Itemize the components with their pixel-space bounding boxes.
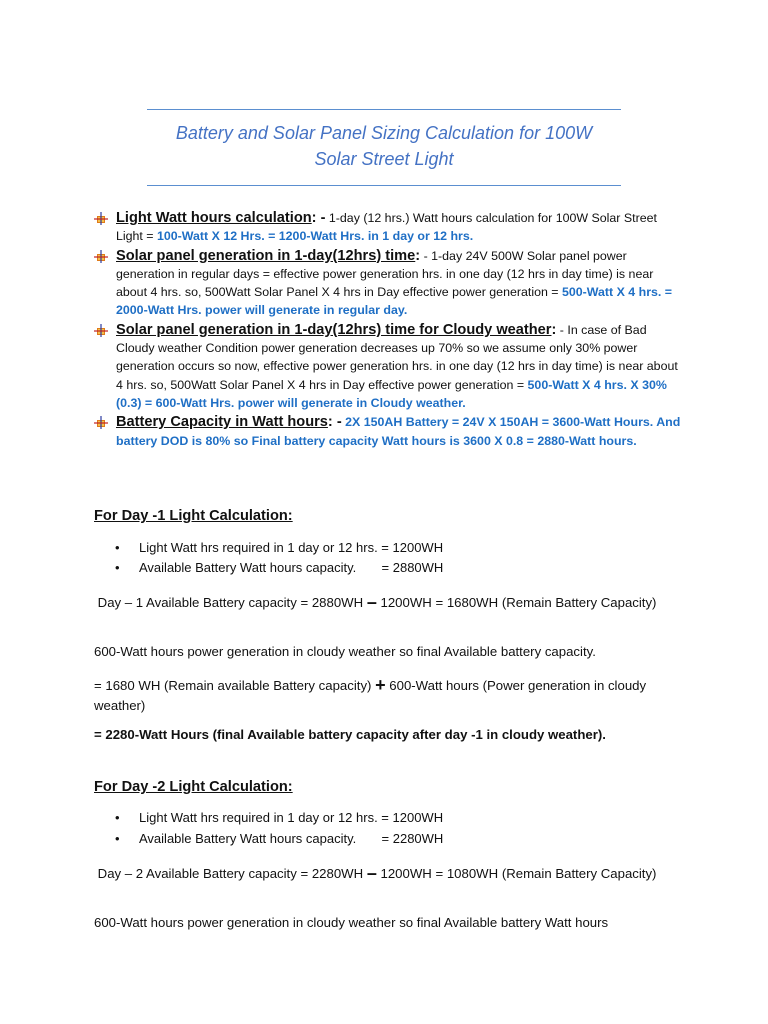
bullet-heading: Solar panel generation in 1-day(12hrs) time for Cloudy weather xyxy=(116,321,552,338)
day1-list-item xyxy=(115,560,443,575)
top-rule xyxy=(147,109,621,110)
bullet-separator: : xyxy=(551,321,557,338)
sum-text: 600-Watt hours (Power generation in cloudy weather) xyxy=(94,678,647,713)
bullet-dot: • xyxy=(115,560,120,575)
day2-list-item xyxy=(115,831,443,846)
minus-sign: – xyxy=(366,592,377,612)
bullet-separator: : - xyxy=(327,414,342,431)
bullet-text: 1-day (12 hrs.) Watt hours calculation for 100W Solar Street Light = xyxy=(116,211,657,244)
list-item-text: Available Battery Watt hours capacity. = 2880WH xyxy=(139,560,444,575)
calc-text: Day – 1 Available Battery capacity = 2880WH xyxy=(94,595,367,610)
checkbox-bullet-icon xyxy=(94,324,108,337)
bullet-dot: • xyxy=(115,810,120,825)
day2-list-item xyxy=(115,810,443,825)
bullet-battery-capacity xyxy=(94,413,684,450)
day1-generation-note: 600-Watt hours power generation in cloudy weather so final Available battery capacity. xyxy=(94,644,596,659)
day2-heading: For Day -2 Light Calculation: xyxy=(94,779,293,795)
bottom-rule xyxy=(147,185,621,186)
summary-bullet-list xyxy=(94,209,684,451)
day2-generation-note: 600-Watt hours power generation in cloudy weather so final Available battery Watt hours xyxy=(94,915,609,930)
list-item-text: Light Watt hrs required in 1 day or 12 hrs. = 1200WH xyxy=(139,540,444,555)
day1-final-result: = 2280-Watt Hours (final Available battery capacity after day -1 in cloudy weather). xyxy=(94,727,606,742)
title-line-2: Solar Street Light xyxy=(314,149,454,169)
calc-text: 1200WH = 1080WH (Remain Battery Capacity) xyxy=(376,866,657,881)
bullet-heading: Light Watt hours calculation xyxy=(116,210,312,226)
list-item-text: Available Battery Watt hours capacity. = 2280WH xyxy=(139,831,444,846)
day1-battery-calc xyxy=(94,592,664,613)
day1-list-item xyxy=(115,540,443,555)
document-title xyxy=(120,120,648,172)
bullet-highlight: 100-Watt X 12 Hrs. = 1200-Watt Hrs. in 1 day or 12 hrs. xyxy=(157,229,474,244)
minus-sign: – xyxy=(366,863,377,883)
plus-sign: + xyxy=(375,675,386,695)
day1-sum xyxy=(94,675,664,716)
bullet-separator: : xyxy=(415,247,421,264)
calc-text: 1200WH = 1680WH (Remain Battery Capacity) xyxy=(376,595,657,610)
calc-text: Day – 2 Available Battery capacity = 2280WH xyxy=(94,866,367,881)
title-line-1: Battery and Solar Panel Sizing Calculation for 100W xyxy=(175,123,593,143)
bullet-separator: : - xyxy=(311,210,326,226)
checkbox-bullet-icon xyxy=(94,416,108,429)
checkbox-bullet-icon xyxy=(94,250,108,263)
bullet-solar-generation xyxy=(94,247,684,320)
bullet-light-watt-hours xyxy=(94,209,684,246)
bullet-text: - 1-day 24V 500W Solar panel power generation in regular days = effective power generation hrs. in one day (12 hrs in day time) is near about 4 hrs. so, 500Watt Solar Panel X 4 hrs in Day effective power generation = xyxy=(116,248,654,300)
bullet-highlight: 500-Watt X 4 hrs. X 30% (0.3) = 600-Watt Hrs. power will generate in Cloudy weather. xyxy=(116,377,667,410)
bullet-dot: • xyxy=(115,831,120,846)
sum-text: = 1680 WH (Remain available Battery capacity) xyxy=(94,678,376,693)
checkbox-bullet-icon xyxy=(94,212,108,225)
bullet-highlight: 2X 150AH Battery = 24V X 150AH = 3600-Watt Hours. And battery DOD is 80% so Final battery capacity Watt hours is 3600 X 0.8 = 2880-Watt hours. xyxy=(116,415,681,448)
bullet-text: - In case of Bad Cloudy weather Condition power generation decreases up 70% so we assume only 30% power generation occurs so now, effective power generation hrs. in one day (12 hrs in day time) is near about 4 hrs. so, 500Watt Solar Panel X 4 hrs in Day effective power generation = xyxy=(116,322,678,392)
day1-heading: For Day -1 Light Calculation: xyxy=(94,508,293,524)
bullet-highlight: 500-Watt X 4 hrs. = 2000-Watt Hrs. power will generate in regular day. xyxy=(116,285,673,318)
bullet-dot: • xyxy=(115,540,120,555)
list-item-text: Light Watt hrs required in 1 day or 12 hrs. = 1200WH xyxy=(139,810,444,825)
bullet-heading: Solar panel generation in 1-day(12hrs) time xyxy=(116,247,416,264)
day2-battery-calc xyxy=(94,863,664,884)
bullet-heading: Battery Capacity in Watt hours xyxy=(116,414,328,431)
bullet-cloudy-generation xyxy=(94,321,684,412)
